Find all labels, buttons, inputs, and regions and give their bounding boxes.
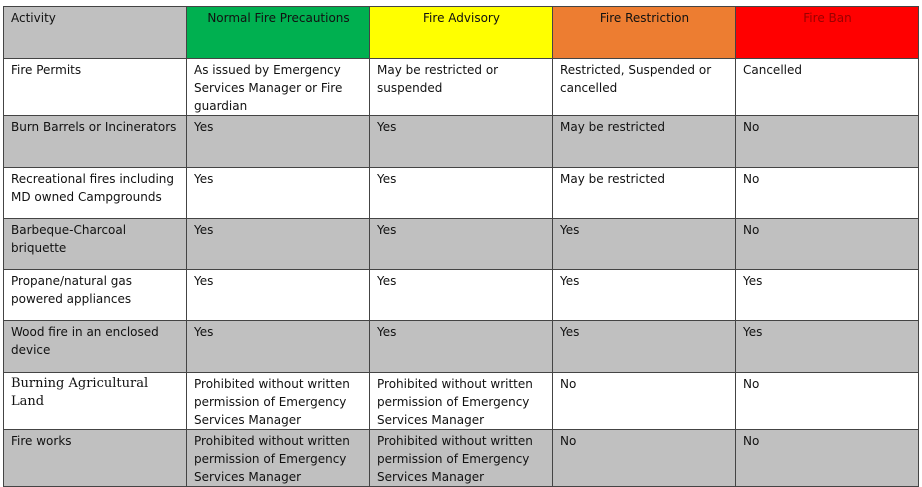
normal-precautions-cell: Prohibited without written permission of Emergency Services Manager [187, 430, 370, 487]
normal-precautions-cell: Yes [187, 168, 370, 219]
activity-cell: Wood fire in an enclosed device [4, 321, 187, 373]
fire-advisory-cell: Prohibited without written permission of Emergency Services Manager [370, 430, 553, 487]
fire-restriction-cell: Yes [553, 270, 736, 321]
table-row [4, 168, 919, 219]
fire-ban-cell: Cancelled [736, 59, 919, 116]
normal-precautions-cell: Yes [187, 321, 370, 373]
fire-ban-cell: No [736, 430, 919, 487]
normal-precautions-cell: Prohibited without written permission of Emergency Services Manager [187, 373, 370, 430]
header-activity: Activity [4, 7, 187, 59]
header-normal-fire-precautions: Normal Fire Precautions [187, 7, 370, 59]
fire-advisory-cell: Yes [370, 168, 553, 219]
fire-advisory-cell: Yes [370, 321, 553, 373]
fire-restriction-cell: Yes [553, 219, 736, 270]
table-row [4, 116, 919, 168]
normal-precautions-cell: Yes [187, 270, 370, 321]
fire-restriction-cell: Restricted, Suspended or cancelled [553, 59, 736, 116]
table-header-row [4, 7, 919, 59]
fire-advisory-cell: Prohibited without written permission of Emergency Services Manager [370, 373, 553, 430]
fire-ban-cell: No [736, 373, 919, 430]
fire-restriction-cell: No [553, 430, 736, 487]
fire-restrictions-table [3, 6, 919, 487]
fire-advisory-cell: May be restricted or suspended [370, 59, 553, 116]
table-row [4, 430, 919, 487]
fire-advisory-cell: Yes [370, 116, 553, 168]
activity-cell: Burning Agricultural Land [4, 373, 187, 430]
activity-cell: Fire Permits [4, 59, 187, 116]
fire-restriction-cell: May be restricted [553, 116, 736, 168]
table-row [4, 321, 919, 373]
fire-ban-cell: No [736, 219, 919, 270]
header-fire-ban: Fire Ban [736, 7, 919, 59]
header-fire-advisory: Fire Advisory [370, 7, 553, 59]
table-row [4, 59, 919, 116]
activity-cell: Burn Barrels or Incinerators [4, 116, 187, 168]
fire-restriction-cell: Yes [553, 321, 736, 373]
fire-advisory-cell: Yes [370, 219, 553, 270]
activity-cell: Propane/natural gas powered appliances [4, 270, 187, 321]
normal-precautions-cell: Yes [187, 116, 370, 168]
fire-ban-cell: Yes [736, 321, 919, 373]
fire-ban-cell: No [736, 116, 919, 168]
normal-precautions-cell: As issued by Emergency Services Manager or Fire guardian [187, 59, 370, 116]
table-row [4, 270, 919, 321]
fire-ban-cell: No [736, 168, 919, 219]
activity-cell: Recreational fires including MD owned Campgrounds [4, 168, 187, 219]
activity-cell: Barbeque-Charcoal briquette [4, 219, 187, 270]
normal-precautions-cell: Yes [187, 219, 370, 270]
table-row [4, 219, 919, 270]
fire-restriction-cell: No [553, 373, 736, 430]
table-row [4, 373, 919, 430]
fire-advisory-cell: Yes [370, 270, 553, 321]
fire-restriction-cell: May be restricted [553, 168, 736, 219]
header-fire-restriction: Fire Restriction [553, 7, 736, 59]
fire-ban-cell: Yes [736, 270, 919, 321]
activity-cell: Fire works [4, 430, 187, 487]
